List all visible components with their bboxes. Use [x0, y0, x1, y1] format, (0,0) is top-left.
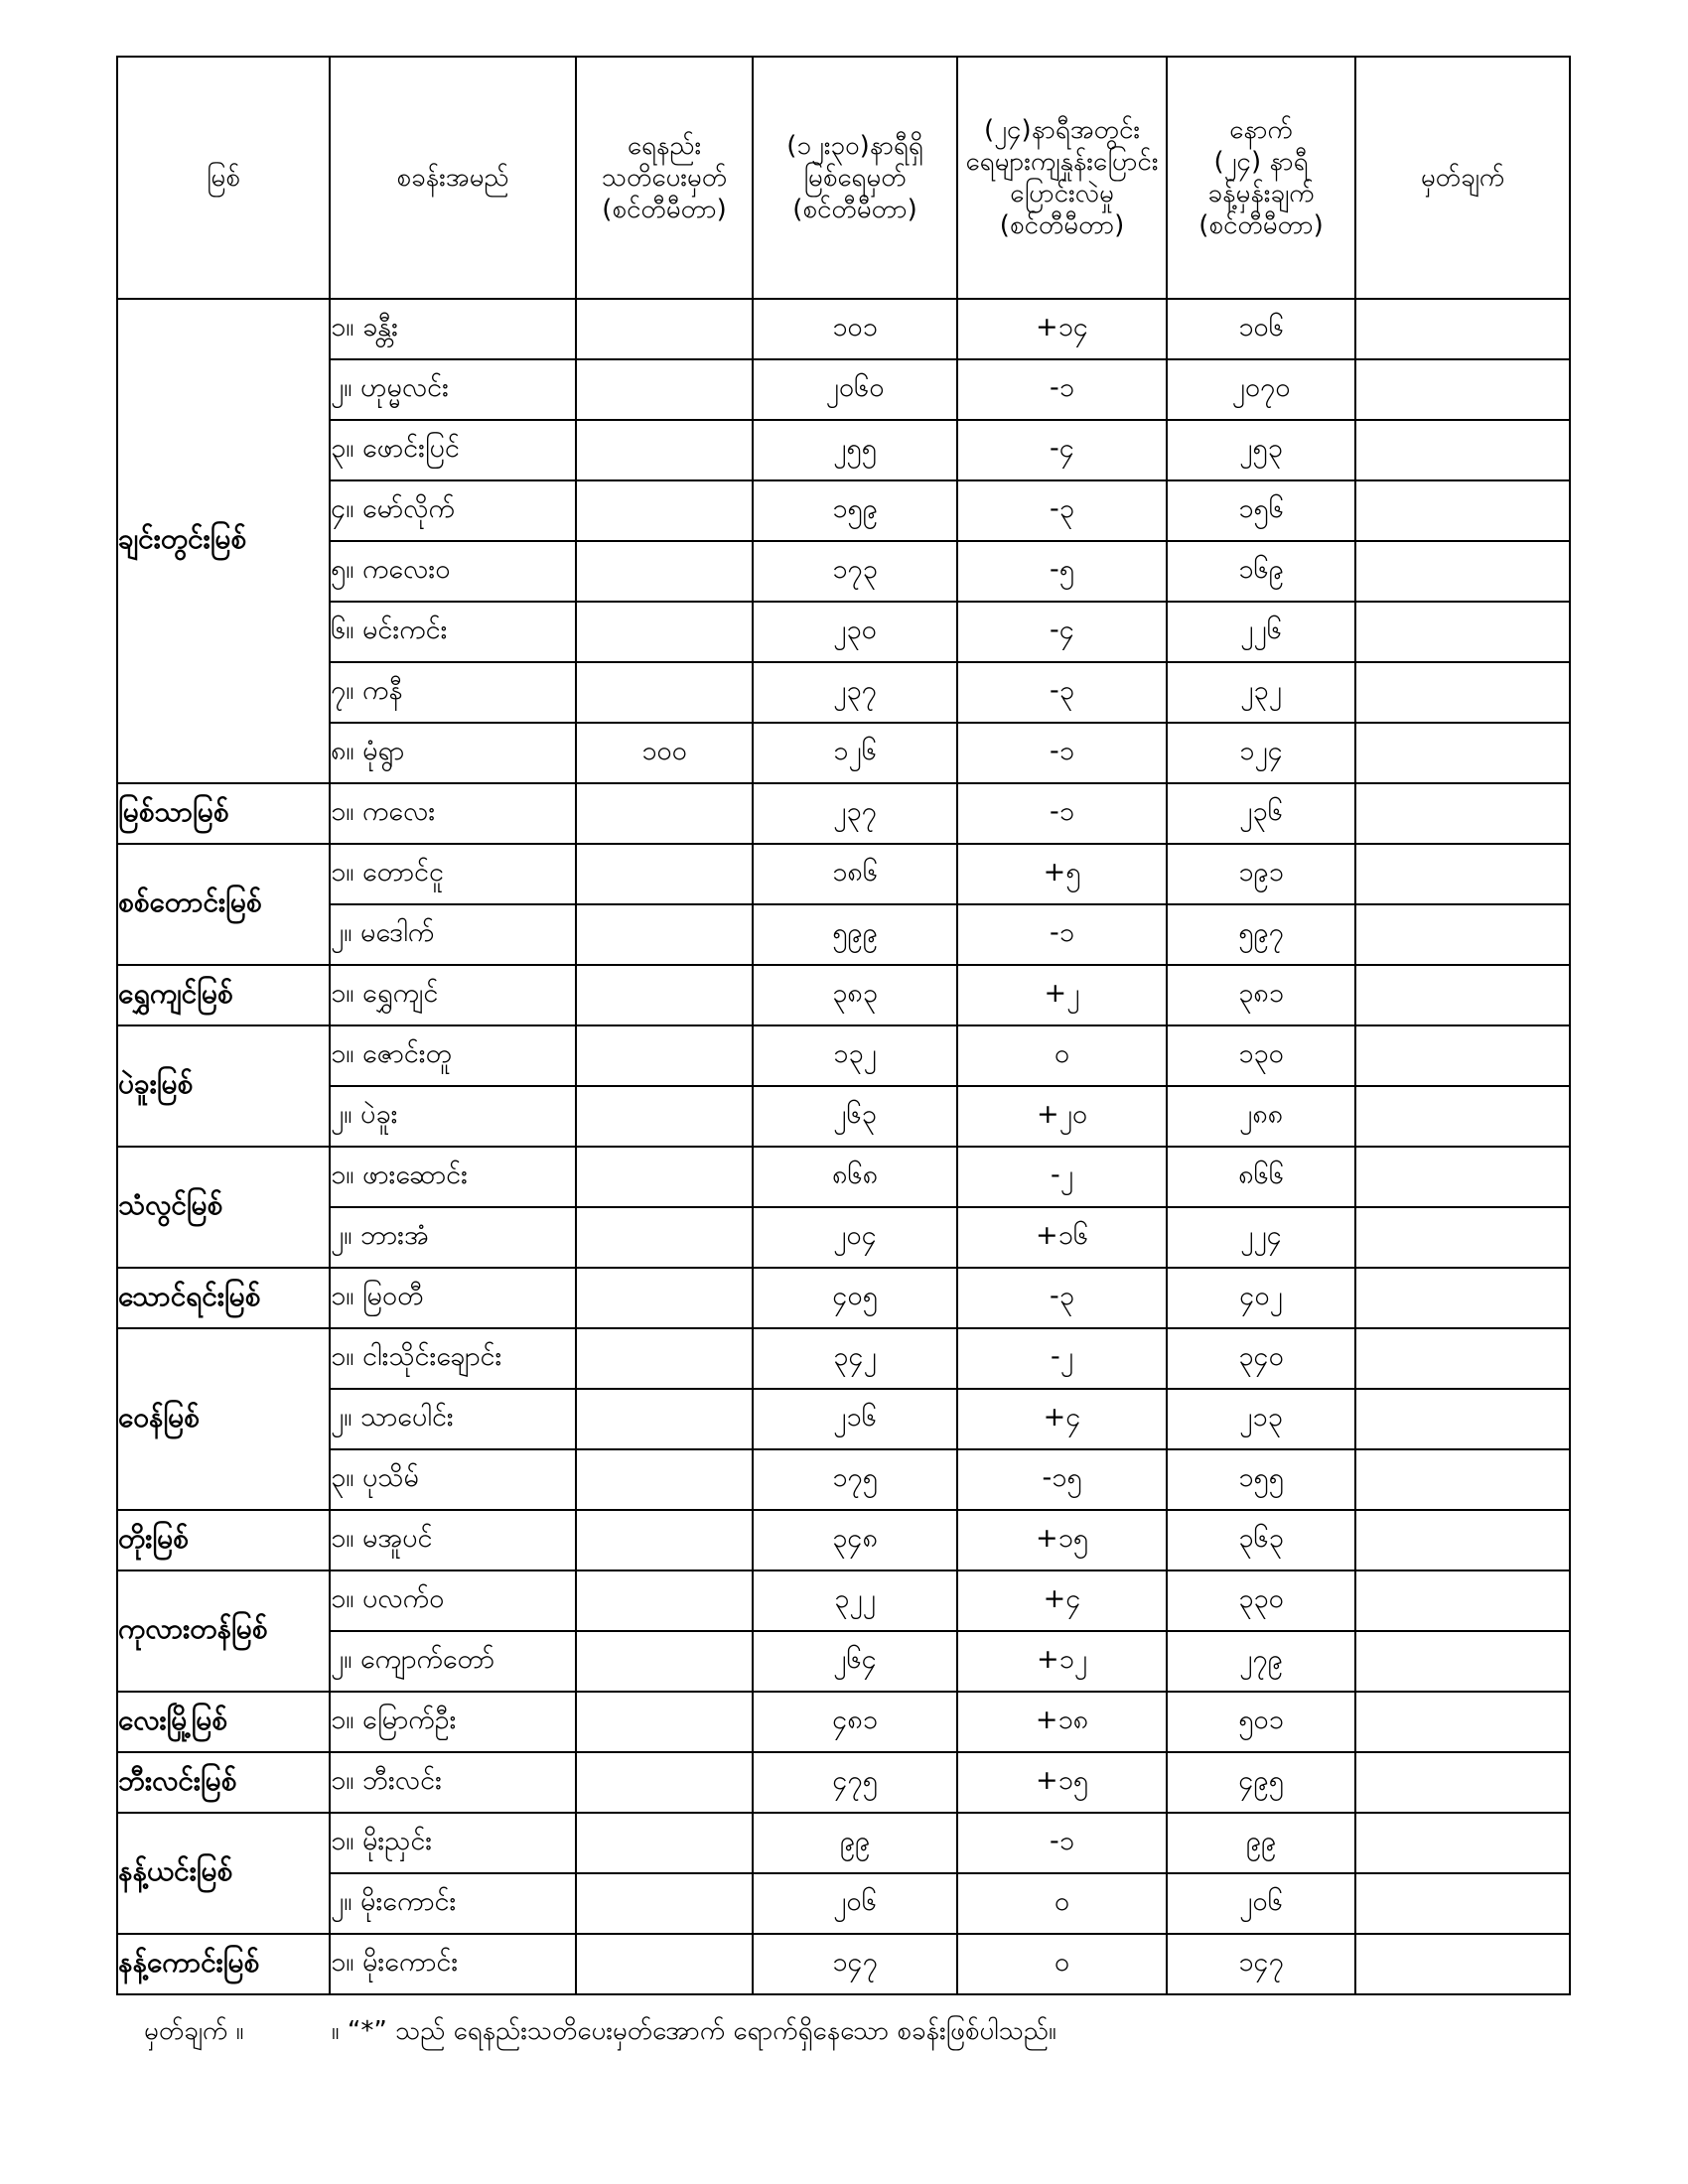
river-name-cell: လေးမြို့မြစ်: [117, 1692, 330, 1752]
water-level-cell: ၂၀၄: [753, 1207, 957, 1268]
warning-cell: [576, 480, 753, 541]
river-name-cell: ဘီးလင်းမြစ်: [117, 1752, 330, 1813]
forecast-cell: ၁၉၁: [1167, 844, 1355, 904]
remark-cell: [1355, 1752, 1570, 1813]
forecast-cell: ၂၀၇၀: [1167, 359, 1355, 420]
change-cell: -၃: [957, 1268, 1167, 1328]
water-level-cell: ၂၀၆၀: [753, 359, 957, 420]
remark-cell: [1355, 1692, 1570, 1752]
table-row: [117, 1147, 1570, 1207]
forecast-cell: ၈၆၆: [1167, 1147, 1355, 1207]
warning-cell: [576, 1086, 753, 1147]
change-cell: +၂၀: [957, 1086, 1167, 1147]
forecast-cell: ၂၁၃: [1167, 1389, 1355, 1449]
warning-cell: [576, 1752, 753, 1813]
header-station-line: စခန်းအမည်: [396, 163, 509, 193]
water-level-cell: ၃၄၂: [753, 1328, 957, 1389]
station-cell: ၂။ ကျောက်တော်: [330, 1631, 576, 1692]
table-row: [117, 1752, 1570, 1813]
forecast-cell: ၁၀၆: [1167, 299, 1355, 359]
forecast-cell: ၅၀၁: [1167, 1692, 1355, 1752]
remark-cell: [1355, 1025, 1570, 1086]
river-name-cell: ချင်းတွင်းမြစ်: [117, 299, 330, 783]
forecast-cell: ၃၆၃: [1167, 1510, 1355, 1570]
change-cell: -၄: [957, 420, 1167, 480]
change-cell: -၃: [957, 480, 1167, 541]
table-row: [117, 1934, 1570, 1994]
change-cell: +၁၂: [957, 1631, 1167, 1692]
remark-cell: [1355, 299, 1570, 359]
header-forecast-line: (၂၄) နာရီ: [1213, 147, 1309, 177]
warning-cell: [576, 662, 753, 723]
water-level-cell: ၂၃၇: [753, 783, 957, 844]
forecast-cell: ၁၆၉: [1167, 541, 1355, 602]
remark-cell: [1355, 1813, 1570, 1873]
change-cell: -၁: [957, 359, 1167, 420]
water-level-cell: ၄၀၅: [753, 1268, 957, 1328]
water-level-cell: ၂၃၇: [753, 662, 957, 723]
warning-cell: [576, 783, 753, 844]
header-row: [117, 57, 1570, 299]
warning-cell: [576, 1449, 753, 1510]
table-row: [117, 965, 1570, 1025]
table-row: [117, 1268, 1570, 1328]
station-cell: ၂။ ဘားအံ: [330, 1207, 576, 1268]
warning-cell: [576, 1510, 753, 1570]
table-row: [117, 844, 1570, 904]
forecast-cell: ၉၉: [1167, 1813, 1355, 1873]
table-row: [117, 420, 1570, 480]
warning-cell: [576, 1328, 753, 1389]
footnote: [144, 2013, 1534, 2052]
warning-cell: [576, 1934, 753, 1994]
change-cell: +၁၈: [957, 1692, 1167, 1752]
warning-cell: [576, 1025, 753, 1086]
station-cell: ၁။ မိုးညှင်း: [330, 1813, 576, 1873]
header-remarks-line: မှတ်ချက်: [1420, 163, 1505, 193]
forecast-cell: ၁၅၅: [1167, 1449, 1355, 1510]
table-row: [117, 1086, 1570, 1147]
river-name-cell: မြစ်သာမြစ်: [117, 783, 330, 844]
warning-cell: [576, 1147, 753, 1207]
warning-cell: [576, 1268, 753, 1328]
remark-cell: [1355, 359, 1570, 420]
river-name-cell: စစ်တောင်းမြစ်: [117, 844, 330, 965]
remark-cell: [1355, 1510, 1570, 1570]
station-cell: ၁။ ခန္တီး: [330, 299, 576, 359]
warning-cell: [576, 1207, 753, 1268]
river-name-cell: နန့်ကောင်းမြစ်: [117, 1934, 330, 1994]
river-name-cell: သံလွင်မြစ်: [117, 1147, 330, 1268]
change-cell: +၁၅: [957, 1510, 1167, 1570]
river-name-cell: ပဲခူးမြစ်: [117, 1025, 330, 1147]
forecast-cell: ၁၅၆: [1167, 480, 1355, 541]
remark-cell: [1355, 1328, 1570, 1389]
warning-cell: [576, 1631, 753, 1692]
remark-cell: [1355, 541, 1570, 602]
header-water-level-line: မြစ်ရေမှတ်: [803, 163, 907, 193]
table-row: [117, 904, 1570, 965]
table-row: [117, 1873, 1570, 1934]
water-level-cell: ၁၄၇: [753, 1934, 957, 1994]
change-cell: -၃: [957, 662, 1167, 723]
header-river: [117, 57, 330, 299]
river-name-cell: ဝေန်မြစ်: [117, 1328, 330, 1510]
forecast-cell: ၂၃၂: [1167, 662, 1355, 723]
footnote-label: မှတ်ချက် ။: [144, 2016, 244, 2046]
warning-cell: [576, 602, 753, 662]
header-low-warning-line: သတိပေးမှတ်: [601, 163, 728, 193]
station-cell: ၃။ ဖောင်းပြင်: [330, 420, 576, 480]
station-cell: ၅။ ကလေးဝ: [330, 541, 576, 602]
remark-cell: [1355, 1934, 1570, 1994]
station-cell: ၃။ ပုသိမ်: [330, 1449, 576, 1510]
warning-cell: ၁၀၀: [576, 723, 753, 783]
station-cell: ၈။ မုံရွာ: [330, 723, 576, 783]
remark-cell: [1355, 1389, 1570, 1449]
water-level-cell: ၂၆၃: [753, 1086, 957, 1147]
header-forecast: [1167, 57, 1355, 299]
warning-cell: [576, 1692, 753, 1752]
change-cell: +၁၄: [957, 299, 1167, 359]
water-level-cell: ၄၈၁: [753, 1692, 957, 1752]
forecast-cell: ၂၀၆: [1167, 1873, 1355, 1934]
water-level-cell: ၃၄၈: [753, 1510, 957, 1570]
warning-cell: [576, 1570, 753, 1631]
header-24h-change: [957, 57, 1167, 299]
water-level-cell: ၉၉: [753, 1813, 957, 1873]
remark-cell: [1355, 662, 1570, 723]
remark-cell: [1355, 1268, 1570, 1328]
station-cell: ၁။ မြဝတီ: [330, 1268, 576, 1328]
forecast-cell: ၂၂၆: [1167, 602, 1355, 662]
forecast-cell: ၄၀၂: [1167, 1268, 1355, 1328]
forecast-cell: ၃၈၁: [1167, 965, 1355, 1025]
header-forecast-line: (စင်တီမီတာ): [1198, 210, 1324, 240]
header-water-level-line: (စင်တီမီတာ): [792, 195, 917, 224]
warning-cell: [576, 904, 753, 965]
table-row: [117, 1813, 1570, 1873]
station-cell: ၁။ မြောက်ဦး: [330, 1692, 576, 1752]
water-level-cell: ၂၅၅: [753, 420, 957, 480]
station-cell: ၂။ မိုးကောင်း: [330, 1873, 576, 1934]
header-low-warning-line: ရေနည်း: [627, 131, 702, 161]
header-forecast-line: ခန့်မှန်းချက်: [1207, 179, 1315, 208]
station-cell: ၁။ မိုးကောင်း: [330, 1934, 576, 1994]
change-cell: -၁: [957, 904, 1167, 965]
remark-cell: [1355, 1449, 1570, 1510]
warning-cell: [576, 420, 753, 480]
forecast-cell: ၂၂၄: [1167, 1207, 1355, 1268]
forecast-cell: ၁၃၀: [1167, 1025, 1355, 1086]
change-cell: -၂: [957, 1147, 1167, 1207]
water-level-cell: ၁၂၆: [753, 723, 957, 783]
remark-cell: [1355, 480, 1570, 541]
table-row: [117, 1328, 1570, 1389]
water-level-cell: ၅၉၉: [753, 904, 957, 965]
water-level-cell: ၁၇၅: [753, 1449, 957, 1510]
remark-cell: [1355, 1570, 1570, 1631]
station-cell: ၂။ သာပေါင်း: [330, 1389, 576, 1449]
forecast-cell: ၁၄၇: [1167, 1934, 1355, 1994]
change-cell: ၀: [957, 1873, 1167, 1934]
forecast-cell: ၄၉၅: [1167, 1752, 1355, 1813]
header-water-level: [753, 57, 957, 299]
river-level-table: [116, 56, 1571, 1995]
station-cell: ၁။ ဇောင်းတူ: [330, 1025, 576, 1086]
water-level-cell: ၃၂၂: [753, 1570, 957, 1631]
station-cell: ၁။ တောင်ငူ: [330, 844, 576, 904]
table-row: [117, 359, 1570, 420]
forecast-cell: ၂၈၈: [1167, 1086, 1355, 1147]
table-row: [117, 783, 1570, 844]
table-row: [117, 299, 1570, 359]
remark-cell: [1355, 602, 1570, 662]
water-level-cell: ၁၅၉: [753, 480, 957, 541]
river-name-cell: ကုလားတန်မြစ်: [117, 1570, 330, 1692]
station-cell: ၇။ ကနီ: [330, 662, 576, 723]
change-cell: +၅: [957, 844, 1167, 904]
change-cell: ၀: [957, 1025, 1167, 1086]
forecast-cell: ၃၃၀: [1167, 1570, 1355, 1631]
station-cell: ၁။ ဖားဆောင်း: [330, 1147, 576, 1207]
forecast-cell: ၂၇၉: [1167, 1631, 1355, 1692]
table-row: [117, 723, 1570, 783]
warning-cell: [576, 299, 753, 359]
header-24h-change-line: ရေများကျနှုန်းပြောင်း: [965, 147, 1159, 177]
water-level-cell: ၁၇၃: [753, 541, 957, 602]
forecast-cell: ၅၉၇: [1167, 904, 1355, 965]
station-cell: ၄။ မော်လိုက်: [330, 480, 576, 541]
water-level-cell: ၄၇၅: [753, 1752, 957, 1813]
footnote-text: ။ “*” သည် ရေနည်းသတိပေးမှတ်အောက် ရောက်ရှိနေသော စခန်းဖြစ်ပါသည်။: [331, 2016, 1056, 2046]
remark-cell: [1355, 904, 1570, 965]
river-name-cell: တိုးမြစ်: [117, 1510, 330, 1570]
warning-cell: [576, 1813, 753, 1873]
header-low-warning-line: (စင်တီမီတာ): [602, 195, 727, 224]
water-level-cell: ၂၃၀: [753, 602, 957, 662]
header-24h-change-line: (၂၄)နာရီအတွင်း: [984, 115, 1140, 145]
table-row: [117, 1449, 1570, 1510]
water-level-cell: ၂၁၆: [753, 1389, 957, 1449]
change-cell: +၄: [957, 1389, 1167, 1449]
water-level-cell: ၁၈၆: [753, 844, 957, 904]
change-cell: +၁၅: [957, 1752, 1167, 1813]
water-level-cell: ၃၈၃: [753, 965, 957, 1025]
change-cell: +၂: [957, 965, 1167, 1025]
change-cell: -၅: [957, 541, 1167, 602]
change-cell: -၁: [957, 723, 1167, 783]
water-level-cell: ၁၃၂: [753, 1025, 957, 1086]
change-cell: +၁၆: [957, 1207, 1167, 1268]
station-cell: ၁။ ငါးသိုင်းချောင်း: [330, 1328, 576, 1389]
table-row: [117, 662, 1570, 723]
warning-cell: [576, 965, 753, 1025]
warning-cell: [576, 1389, 753, 1449]
station-cell: ၆။ မင်းကင်း: [330, 602, 576, 662]
table-row: [117, 1570, 1570, 1631]
warning-cell: [576, 1873, 753, 1934]
station-cell: ၁။ ပလက်ဝ: [330, 1570, 576, 1631]
header-forecast-line: နောက်: [1229, 115, 1293, 145]
water-level-cell: ၂၆၄: [753, 1631, 957, 1692]
river-name-cell: နန့်ယင်းမြစ်: [117, 1813, 330, 1934]
station-cell: ၁။ ကလေး: [330, 783, 576, 844]
table-row: [117, 1207, 1570, 1268]
header-24h-change-line: (စင်တီမီတာ): [999, 210, 1125, 240]
station-cell: ၂။ ဟုမ္မလင်း: [330, 359, 576, 420]
change-cell: ၀: [957, 1934, 1167, 1994]
table-row: [117, 1389, 1570, 1449]
table-body: [117, 299, 1570, 1994]
station-cell: ၁။ မအူပင်: [330, 1510, 576, 1570]
forecast-cell: ၂၅၃: [1167, 420, 1355, 480]
table-row: [117, 602, 1570, 662]
station-cell: ၂။ ပဲခူး: [330, 1086, 576, 1147]
change-cell: -၁၅: [957, 1449, 1167, 1510]
table-row: [117, 541, 1570, 602]
change-cell: -၁: [957, 1813, 1167, 1873]
header-remarks: [1355, 57, 1570, 299]
change-cell: -၁: [957, 783, 1167, 844]
river-name-cell: သောင်ရင်းမြစ်: [117, 1268, 330, 1328]
change-cell: -၂: [957, 1328, 1167, 1389]
remark-cell: [1355, 1873, 1570, 1934]
table-row: [117, 1025, 1570, 1086]
water-level-cell: ၂၀၆: [753, 1873, 957, 1934]
table-row: [117, 1510, 1570, 1570]
river-name-cell: ရွှေကျင်မြစ်: [117, 965, 330, 1025]
header-low-warning: [576, 57, 753, 299]
warning-cell: [576, 541, 753, 602]
change-cell: +၄: [957, 1570, 1167, 1631]
change-cell: -၄: [957, 602, 1167, 662]
remark-cell: [1355, 783, 1570, 844]
remark-cell: [1355, 1631, 1570, 1692]
warning-cell: [576, 844, 753, 904]
table-row: [117, 1692, 1570, 1752]
header-river-line: မြစ်: [207, 163, 240, 193]
remark-cell: [1355, 844, 1570, 904]
forecast-cell: ၂၃၆: [1167, 783, 1355, 844]
forecast-cell: ၃၄၀: [1167, 1328, 1355, 1389]
warning-cell: [576, 359, 753, 420]
header-station: [330, 57, 576, 299]
remark-cell: [1355, 1086, 1570, 1147]
remark-cell: [1355, 420, 1570, 480]
water-level-cell: ၁၀၁: [753, 299, 957, 359]
remark-cell: [1355, 965, 1570, 1025]
remark-cell: [1355, 723, 1570, 783]
station-cell: ၁။ ရွှေကျင်: [330, 965, 576, 1025]
table-row: [117, 1631, 1570, 1692]
header-24h-change-line: ပြောင်းလဲမှု: [1010, 179, 1114, 208]
table-row: [117, 480, 1570, 541]
water-level-cell: ၈၆၈: [753, 1147, 957, 1207]
remark-cell: [1355, 1207, 1570, 1268]
header-water-level-line: (၁၂း၃၀)နာရီရှိ: [786, 131, 923, 161]
remark-cell: [1355, 1147, 1570, 1207]
station-cell: ၁။ ဘီးလင်း: [330, 1752, 576, 1813]
forecast-cell: ၁၂၄: [1167, 723, 1355, 783]
station-cell: ၂။ မဒေါက်: [330, 904, 576, 965]
